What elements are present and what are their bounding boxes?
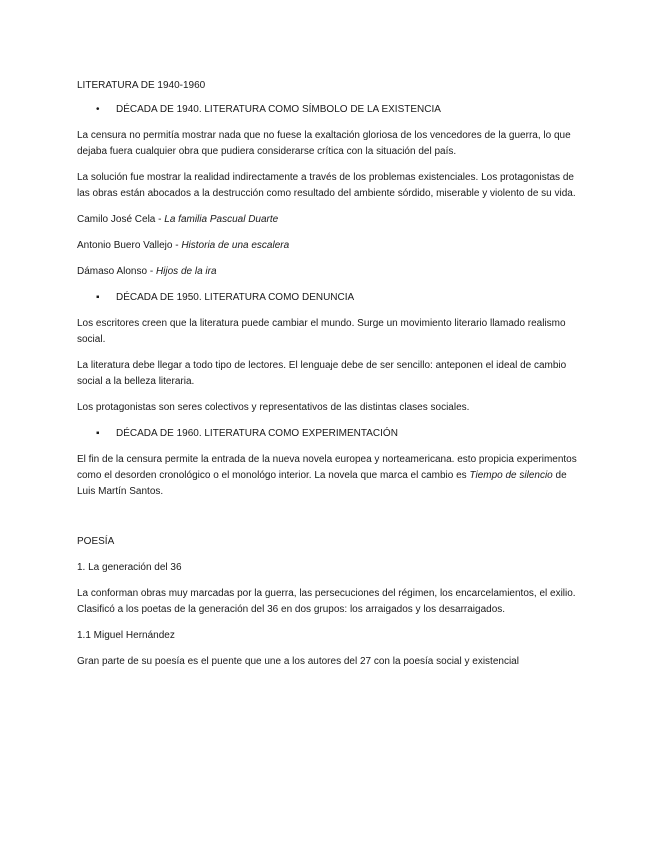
bullet-icon: ▪ <box>96 292 100 303</box>
novel-title: Tiempo de silencio <box>469 470 553 481</box>
work-entry <box>77 264 577 280</box>
heading-text: DÉCADA DE 1950. LITERATURA COMO DENUNCIA <box>116 292 355 303</box>
work-entry <box>77 212 577 228</box>
paragraph: La literatura debe llegar a todo tipo de lectores. El lenguaje debe de ser sencillo: anteponen el ideal de cambio social a la belleza literaria. <box>77 360 567 387</box>
paragraph: La solución fue mostrar la realidad indirectamente a través de los problemas existenciales. Los protagonistas de las obras están abocados a la destrucción como resultado del ambiente sórdido, miserable y violento de su vida. <box>77 172 576 199</box>
paragraph: Los escritores creen que la literatura puede cambiar el mundo. Surge un movimiento literario llamado realismo social. <box>77 318 566 345</box>
bullet-icon: • <box>96 104 100 115</box>
bullet-icon: ▪ <box>96 428 100 439</box>
section-heading-poesia: POESÍA <box>77 536 115 547</box>
subheading: 1. La generación del 36 <box>77 562 182 573</box>
work-author: Camilo José Cela - <box>77 214 165 225</box>
paragraph: Los protagonistas son seres colectivos y representativos de las distintas clases sociales. <box>77 402 470 413</box>
subheading: 1.1 Miguel Hernández <box>77 630 175 641</box>
paragraph: Gran parte de su poesía es el puente que une a los autores del 27 con la poesía social y existencial <box>77 656 519 667</box>
heading-text: DÉCADA DE 1960. LITERATURA COMO EXPERIMENTACIÓN <box>116 428 398 439</box>
document-body <box>77 78 577 680</box>
document-title: LITERATURA DE 1940-1960 <box>77 80 206 91</box>
section-heading-1940 <box>77 102 577 118</box>
work-author: Antonio Buero Vallejo - <box>77 240 182 251</box>
section-heading-1950 <box>77 290 577 306</box>
work-author: Dámaso Alonso - <box>77 266 156 277</box>
paragraph: La conforman obras muy marcadas por la guerra, las persecuciones del régimen, los encarcelamientos, el exilio. Clasificó a los poetas de la generación del 36 en dos grupos: los arraigados y los desarraigados. <box>77 588 576 615</box>
section-heading-1960 <box>77 426 577 442</box>
paragraph: La censura no permitía mostrar nada que no fuese la exaltación gloriosa de los vencedores de la guerra, lo que dejaba fuera cualquier obra que pudiera considerarse crítica con la situación del país. <box>77 130 571 157</box>
paragraph: El fin de la censura permite la entrada de la nueva novela europea y norteamericana. esto propicia experimentos como el desorden cronológico o el monológo interior. La novela que marca el cambio es Tiempo de silencio de Luis Martín Santos. <box>77 454 577 497</box>
work-title: Hijos de la ira <box>155 266 217 277</box>
heading-text: DÉCADA DE 1940. LITERATURA COMO SÍMBOLO DE LA EXISTENCIA <box>116 104 441 115</box>
work-title: Historia de una escalera <box>181 240 290 251</box>
work-title: La familia Pascual Duarte <box>164 214 279 225</box>
work-entry <box>77 238 577 254</box>
